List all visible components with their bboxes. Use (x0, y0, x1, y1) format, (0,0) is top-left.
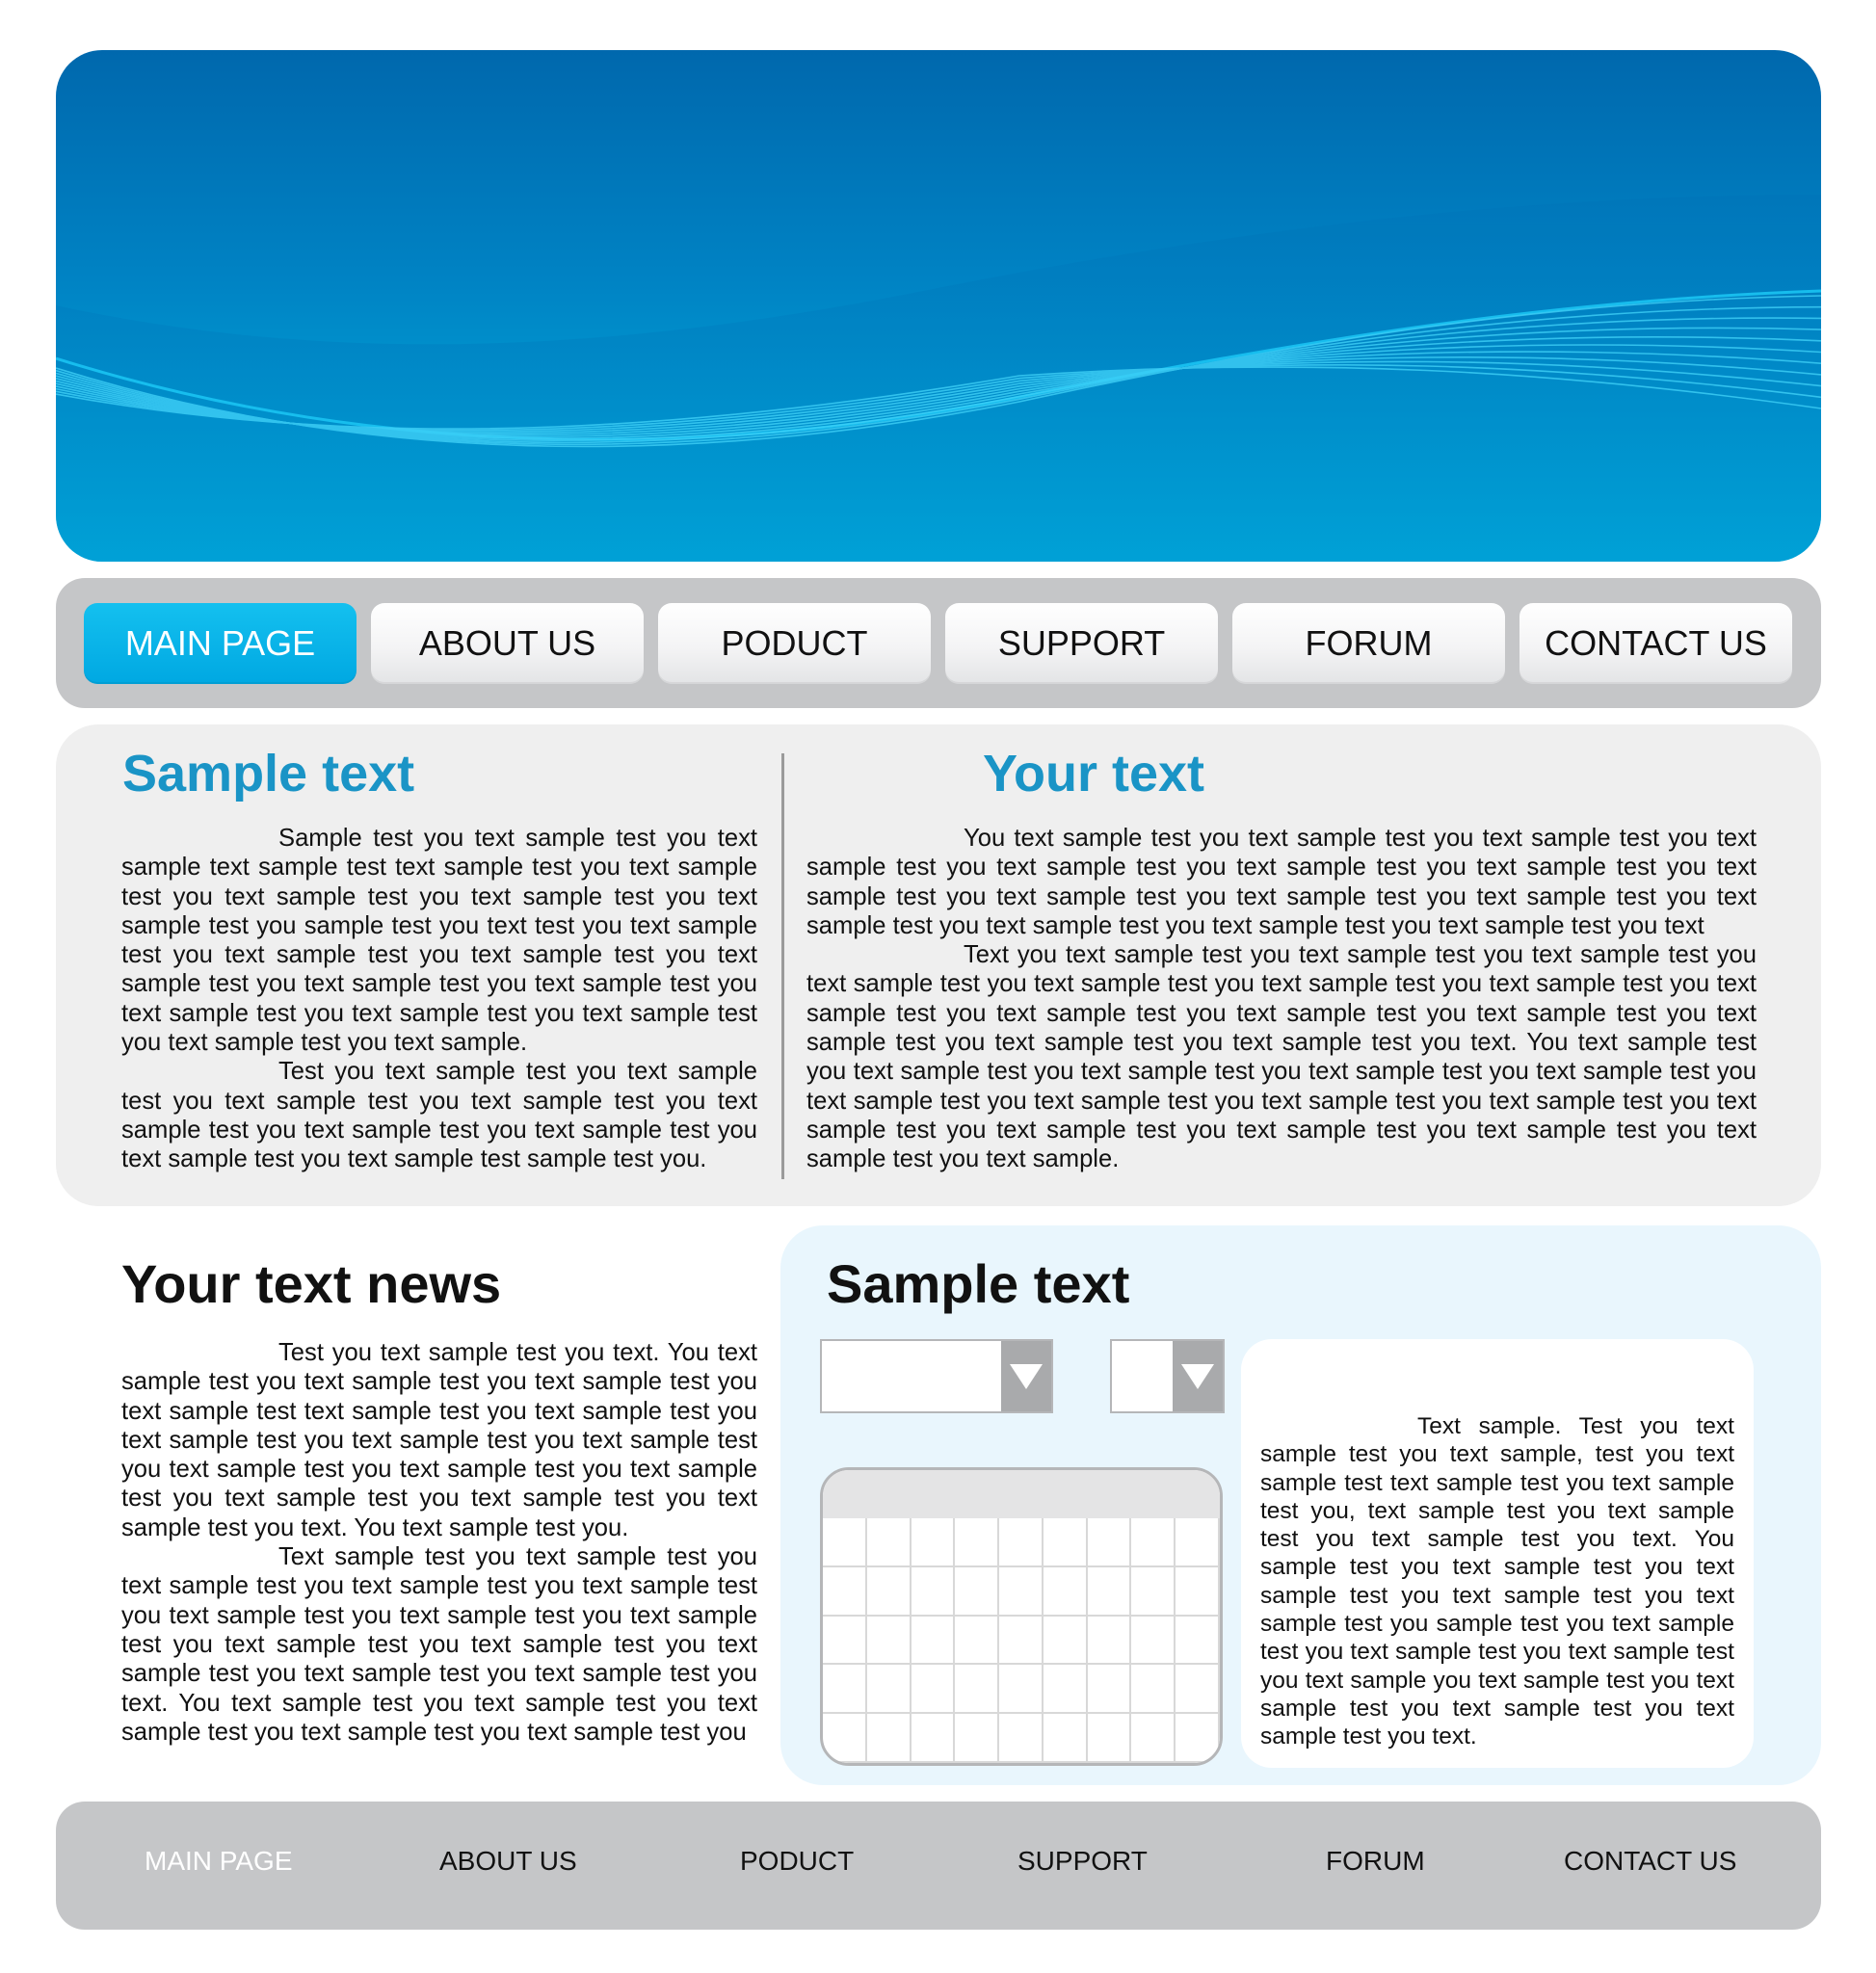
calendar-cell[interactable] (955, 1665, 999, 1714)
calendar-cell[interactable] (1044, 1518, 1088, 1567)
calendar-cell[interactable] (1088, 1617, 1132, 1666)
calendar-cell[interactable] (1131, 1665, 1176, 1714)
dropdown-select-1[interactable] (820, 1339, 1053, 1413)
footer-forum[interactable]: FORUM (1326, 1846, 1425, 1876)
calendar-cell[interactable] (867, 1518, 912, 1567)
calendar-cell[interactable] (1176, 1714, 1220, 1763)
footer-contact-us[interactable]: CONTACT US (1564, 1846, 1737, 1876)
calendar-cell[interactable] (999, 1567, 1044, 1617)
calendar-cell[interactable] (1088, 1714, 1132, 1763)
calendar-grid (823, 1518, 1220, 1763)
news-paragraph-1: Test you text sample test you text. You text sample test you text sample test you text sample test you text sample test text sample test you text sample test you text sample test you text sample test you text sample test you text sample test you text sample test you text sample test you text sample test you text sample test you text sample test you text. You text sample test you. (121, 1339, 757, 1541)
calendar-cell[interactable] (867, 1714, 912, 1763)
calendar-cell[interactable] (955, 1714, 999, 1763)
right-section-heading: Your text (983, 745, 1205, 802)
widget-heading: Sample text (827, 1253, 1130, 1314)
calendar-cell[interactable] (955, 1567, 999, 1617)
calendar-widget[interactable] (820, 1467, 1223, 1766)
right-section-text (806, 824, 1757, 1174)
note-card (1241, 1339, 1754, 1768)
nav-contact-us[interactable]: CONTACT US (1519, 603, 1792, 684)
calendar-cell[interactable] (1044, 1567, 1088, 1617)
calendar-cell[interactable] (867, 1665, 912, 1714)
calendar-header (823, 1470, 1220, 1518)
news-heading: Your text news (121, 1253, 502, 1314)
calendar-cell[interactable] (867, 1617, 912, 1666)
nav-product[interactable]: PODUCT (658, 603, 931, 684)
calendar-cell[interactable] (823, 1714, 867, 1763)
left-section-heading: Sample text (122, 745, 415, 802)
wave-graphic (56, 50, 1821, 562)
footer-navigation (56, 1802, 1821, 1930)
calendar-cell[interactable] (1088, 1665, 1132, 1714)
dropdown-select-2[interactable] (1110, 1339, 1225, 1413)
calendar-cell[interactable] (1176, 1567, 1220, 1617)
calendar-cell[interactable] (955, 1518, 999, 1567)
nav-main-page[interactable]: MAIN PAGE (84, 603, 357, 684)
calendar-cell[interactable] (1044, 1617, 1088, 1666)
calendar-cell[interactable] (1176, 1617, 1220, 1666)
calendar-cell[interactable] (867, 1567, 912, 1617)
calendar-cell[interactable] (912, 1617, 956, 1666)
calendar-cell[interactable] (999, 1518, 1044, 1567)
calendar-cell[interactable] (912, 1518, 956, 1567)
calendar-cell[interactable] (823, 1617, 867, 1666)
calendar-cell[interactable] (999, 1665, 1044, 1714)
footer-support[interactable]: SUPPORT (1017, 1846, 1148, 1876)
calendar-cell[interactable] (912, 1714, 956, 1763)
footer-about-us[interactable]: ABOUT US (439, 1846, 577, 1876)
right-paragraph-1: You text sample test you text sample test you text sample test you text sample test you text sample test you text sample test you text sample test you text sample test you text sample test you text sample test you text sample test you text sample test you text sample test you text sample test you text sample test you text (806, 825, 1757, 939)
note-text (1260, 1412, 1734, 1751)
calendar-cell[interactable] (823, 1567, 867, 1617)
nav-support[interactable]: SUPPORT (945, 603, 1218, 684)
triangle-down-icon[interactable] (1173, 1341, 1223, 1411)
footer-main-page[interactable]: MAIN PAGE (145, 1846, 293, 1876)
column-divider (781, 753, 784, 1179)
calendar-cell[interactable] (999, 1714, 1044, 1763)
triangle-down-icon[interactable] (1001, 1341, 1051, 1411)
nav-forum[interactable]: FORUM (1232, 603, 1505, 684)
calendar-cell[interactable] (1088, 1567, 1132, 1617)
calendar-cell[interactable] (823, 1665, 867, 1714)
nav-about-us[interactable]: ABOUT US (371, 603, 644, 684)
calendar-cell[interactable] (1131, 1567, 1176, 1617)
right-paragraph-2: Text you text sample test you text sample test you text sample test you text sample test you text sample test you text sample test you text sample test you text sample test you text sample test you text sample test you text sample test you text sample test you text sample test you text sample test you text. You text sample test you text sample test you text sample test you text sample test you text sample test you text sample test you text sample test you text sample test you text sample test you text sample test you text sample test you text sample test you text sample test you text sample test you text sample. (806, 941, 1757, 1173)
calendar-cell[interactable] (1176, 1518, 1220, 1567)
calendar-cell[interactable] (1044, 1714, 1088, 1763)
calendar-cell[interactable] (1131, 1518, 1176, 1567)
footer-product[interactable]: PODUCT (740, 1846, 855, 1876)
news-text (121, 1338, 757, 1747)
calendar-cell[interactable] (1176, 1665, 1220, 1714)
calendar-cell[interactable] (955, 1617, 999, 1666)
calendar-cell[interactable] (1131, 1714, 1176, 1763)
news-paragraph-2: Text sample test you text sample test you text sample test you text sample test you text sample test you text sample test you text sample test you text sample test you text sample test you text sample test you text sample test you text sample test you text sample test you text. You text sample test you text sample test you text sample test you text sample test you text sample test you (121, 1543, 757, 1746)
header-banner (56, 50, 1821, 562)
calendar-cell[interactable] (999, 1617, 1044, 1666)
left-paragraph-1: Sample test you text sample test you text sample text sample test text sample test you text sample test you text sample test you text sample test you text sample test you sample test you text test you text sample test you text sample test you text sample test you text sample test you text sample test you text sample test you text sample test you text sample test you text sample test you text sample test you text sample. (121, 825, 757, 1057)
calendar-cell[interactable] (1044, 1665, 1088, 1714)
calendar-cell[interactable] (912, 1567, 956, 1617)
left-section-text (121, 824, 757, 1174)
calendar-cell[interactable] (823, 1518, 867, 1567)
main-navigation (56, 578, 1821, 708)
calendar-cell[interactable] (1088, 1518, 1132, 1567)
left-paragraph-2: Test you text sample test you text sample test you text sample test you text sample test you text sample test you text sample test you text sample test you text sample test you text sample test sample test you. (121, 1058, 757, 1173)
calendar-cell[interactable] (912, 1665, 956, 1714)
note-paragraph: Text sample. Test you text sample test you text sample, test you text sample test text sample test you text sample test you, text sample test you text sample test you text sample test you text. You sample test you text sample test you text sample test you text sample test you text sample test you sample test you text sample test you text sample test you text sample test you text sample you text sample test you text sample test you text sample test you text sample test you text. (1260, 1413, 1734, 1750)
calendar-cell[interactable] (1131, 1617, 1176, 1666)
